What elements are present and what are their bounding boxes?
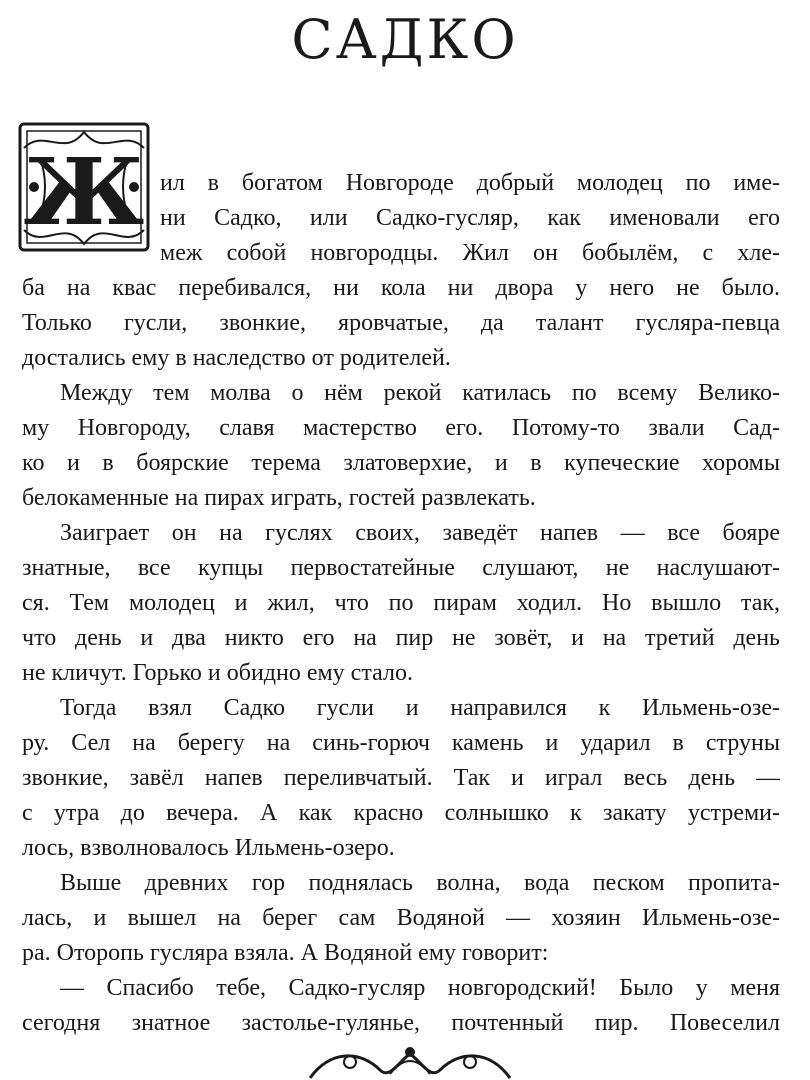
text-line: знатные, все купцы первостатейные слушают, не наслушают- xyxy=(22,555,780,581)
text-line: лась, и вышел на берег сам Водяной — хозяин Ильмень-озе- xyxy=(22,905,780,931)
text-line: лось, взволновалось Ильмень-озеро. xyxy=(22,835,395,861)
decorative-initial-letter xyxy=(14,118,154,256)
text-line: Заиграет он на гуслях своих, заведёт напев — все бояре xyxy=(60,520,780,546)
text-line: сегодня знатное застолье-гулянье, почтенный пир. Повеселил xyxy=(22,1010,780,1036)
text-line: му Новгороду, славя мастерство его. Потому-то звали Сад- xyxy=(22,415,780,441)
text-line: — Спасибо тебе, Садко-гусляр новгородский! Было у меня xyxy=(60,975,780,1001)
text-line: ра. Оторопь гусляра взяла. А Водяной ему говорит: xyxy=(22,940,549,966)
text-line: не кличут. Горько и обидно ему стало. xyxy=(22,660,413,686)
text-line: ко и в боярские терема златоверхие, и в купеческие хоромы xyxy=(22,450,780,476)
text-line: звонкие, завёл напев переливчатый. Так и играл весь день — xyxy=(22,765,780,791)
text-line: Между тем молва о нём рекой катилась по всему Велико- xyxy=(60,380,780,406)
text-line: что день и два никто его на пир не зовёт, и на третий день xyxy=(22,625,780,651)
floral-ornament-icon xyxy=(290,1040,530,1080)
text-line: Тогда взял Садко гусли и направился к Ильмень-озе- xyxy=(60,695,780,721)
text-line: достались ему в наследство от родителей. xyxy=(22,345,451,371)
dropcap-letter: Ж xyxy=(23,138,145,246)
text-line: ся. Тем молодец и жил, что по пирам ходил. Но вышло так, xyxy=(22,590,780,616)
text-line: ил в богатом Новгороде добрый молодец по име- xyxy=(160,170,780,196)
text-line: Только гусли, звонкие, яровчатые, да талант гусляра-певца xyxy=(22,310,780,336)
text-line: Выше древних гор поднялась волна, вода песком пропита- xyxy=(60,870,780,896)
text-line: ба на квас перебивался, ни кола ни двора у него не было. xyxy=(22,275,780,301)
text-line: с утра до вечера. А как красно солнышко к закату устреми- xyxy=(22,800,780,826)
text-line: ру. Сел на берегу на синь-горюч камень и ударил в струны xyxy=(22,730,780,756)
text-line: ни Садко, или Садко-гусляр, как именовали его xyxy=(160,205,780,231)
text-line: белокаменные на пирах играть, гостей развлекать. xyxy=(22,485,536,511)
text-line: меж собой новгородцы. Жил он бобылём, с хле- xyxy=(160,240,780,266)
page-title: САДКО xyxy=(291,8,519,71)
